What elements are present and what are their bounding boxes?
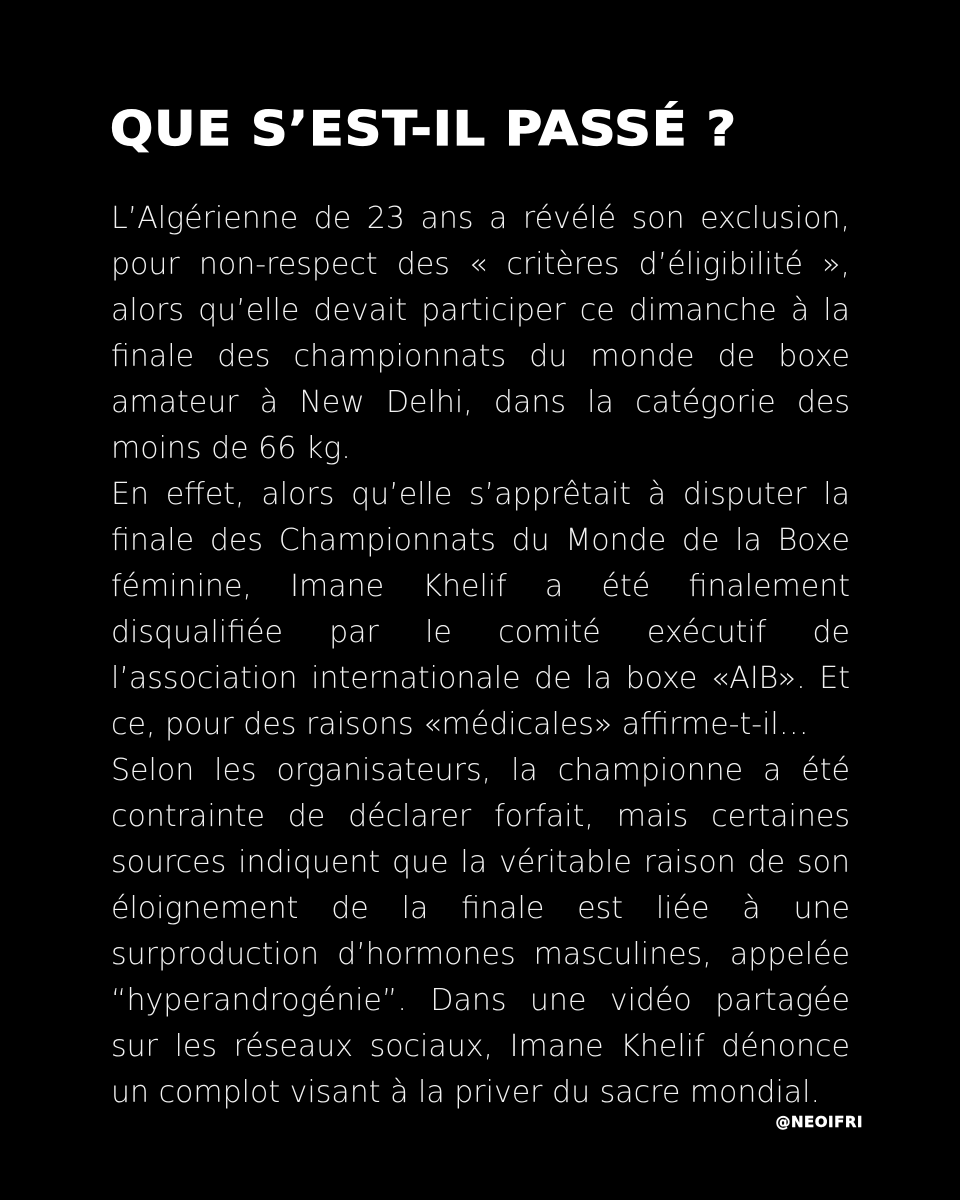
paragraph-3: Selon les organisateurs, la championne a été contrainte de déclarer forfait, mais certaines sources indiquent que la véritable raison de son éloignement de la finale est liée à une surproduction d’hormones masculines, appelée “hyperandrogénie”. Dans une vidéo partagée sur les réseaux sociaux, Imane Khelif dénonce un complot visant à la priver du sacre mondial. — [111, 753, 850, 1110]
page-title: QUE S’EST-IL PASSÉ ? — [110, 102, 737, 157]
paragraph-1: L’Algérienne de 23 ans a révélé son exclusion, pour non-respect des « critères d’éligibilité », alors qu’elle devait participer ce dimanche à la finale des championnats du monde de boxe amateur à New Delhi, dans la catégorie des moins de 66 kg. — [111, 201, 850, 466]
paragraph-2: En effet, alors qu’elle s’apprêtait à disputer la finale des Championnats du Monde de la Boxe féminine, Imane Khelif a été finalement disqualifiée par le comité exécutif de l’association internationale de la boxe «AIB». Et ce, pour des raisons «médicales» affirme-t-il… — [111, 477, 850, 742]
article-body — [111, 196, 850, 1116]
account-handle: @NEOIFRI — [775, 1113, 863, 1131]
